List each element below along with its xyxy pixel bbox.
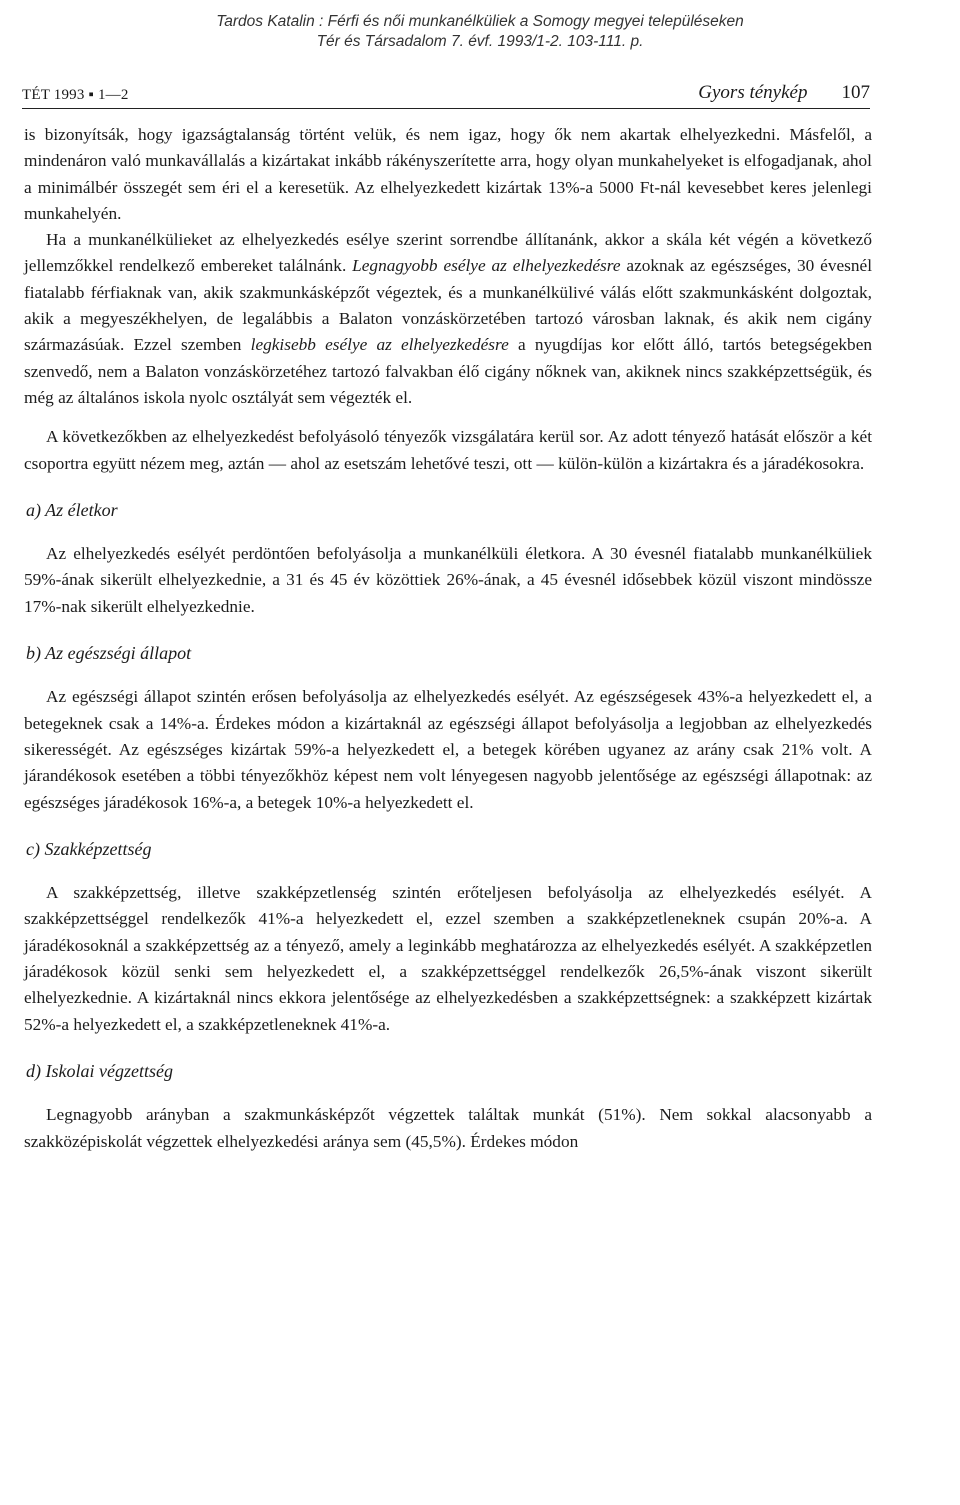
paragraph: is bizonyítsák, hogy igazságtalanság történt velük, és nem igaz, hogy ők nem akartak elhelyezkedni. Másfelől, a mindenáron való munkavállalás a kizártakat inkább rákényszerítette arra, hogy olyan munkahelyeket is elfogadjanak, ahol a minimálbér összegét sem éri el a keresetük. Az elhelyezkedett kizártak 13%-a 5000 Ft-nál kevesebbet keres jelenlegi munkahelyén. — [24, 125, 872, 223]
running-head-right — [698, 82, 870, 104]
article-body — [24, 122, 872, 1155]
paragraph: Az elhelyezkedés esélyét perdöntően befolyásolja a munkanélküli életkora. A 30 évesnél fiatalabb munkanélküliek 59%-ának sikerült elhelyezkednie, a 31 és 45 év közöttiek 26%-ának, a 45 évesnél idősebbek közül viszont mindössze 17%-nak sikerült elhelyezkednie. — [24, 544, 872, 616]
paragraph: A szakképzettség, illetve szakképzetlenség szintén erőteljesen befolyásolja az elhelyezkedés esélyét. A szakképzettséggel rendelkezők 41%-a helyezkedett el, ezzel szemben a szakképzetleneknek csupán 20%-a. A járadékosoknál a szakképzettség az a tényező, amely a leginkább meghatározza az elhelyezkedés esélyét. A szakképzetlen járadékosok közül senki sem helyezkedett el, a szakképzettséggel rendelkezők 26,5%-ának viszont sikerült elhelyezkednie. A kizártaknál nincs ekkora jelentősége az elhelyezkedésben a szakképzettségnek: a szakképzett kizártak 52%-a helyezkedett el, a szakképzetleneknek 41%-a. — [24, 883, 872, 1034]
emphasis: legkisebb esélye az elhelyezkedésre — [250, 335, 509, 355]
section-title: Gyors ténykép — [698, 82, 808, 103]
section-heading: c) Szakképzettség — [26, 838, 152, 859]
section-heading: a) Az életkor — [26, 499, 118, 520]
paragraph: A következőkben az elhelyezkedést befolyásoló tényezők vizsgálatára kerül sor. Az adott tényező hatását először a két csoportra együtt nézem meg, aztán — ahol az esetszám lehetővé teszi, ott — külön-külön a kizártakra és a járadékosokra. — [24, 427, 872, 473]
citation-header — [0, 12, 960, 52]
text-run: azoknak az egészséges, 30 évesnél fiatalabb férfiaknak van, akik szakmunkásképzőt végeztek, és a munkanélkülivé válás előtt szakmunkásként dolgoztak, akik a megyeszékhelyen, de legalábbis a Balaton vonzáskörzetében tartozó városban laknak, és akik nem cigány származásúak. Ezzel szemben — [24, 256, 873, 355]
citation-line-2: Tér és Társadalom 7. évf. 1993/1-2. 103-111. p. — [316, 33, 644, 50]
paragraph: Legnagyobb arányban a szakmunkásképzőt végzettek találtak munkát (51%). Nem sokkal alacsonyabb a szakközépiskolát végzettek elhelyezkedési aránya sem (45,5%). Érdekes módon — [24, 1105, 872, 1151]
journal-issue: TÉT 1993 ▪ 1—2 — [22, 87, 129, 103]
paragraph — [24, 227, 872, 411]
page-number: 107 — [841, 82, 870, 103]
citation-line-1: Tardos Katalin : Férfi és női munkanélküliek a Somogy megyei településeken — [216, 13, 744, 30]
emphasis: Legnagyobb esélye az elhelyezkedésre — [352, 256, 621, 276]
section-heading: d) Iskolai végzettség — [26, 1060, 173, 1081]
paragraph: Az egészségi állapot szintén erősen befolyásolja az elhelyezkedés esélyét. Az egészségesek 43%-a helyezkedett el, a betegeknek csak a 14%-a. Érdekes módon a kizártaknál az egészségi állapot befolyásolja a legjobban az elhelyezkedés sikerességét. Az egészséges kizártak 59%-a helyezkedett el, a betegek körében ugyanez az arány csak 21% volt. A járandékosok esetében a többi tényezőkhöz képest nem volt lényegesen nagyobb jelentősége az egészségi állapotnak: az egészséges járadékosok 16%-a, a betegek 10%-a helyezkedett el. — [24, 687, 872, 812]
text-run: Ha a munkanélkülieket az elhelyezkedés esélye szerint sorrendbe állítanánk, akkor a skála két végén a következő jellemzőkkel rendelkező embereket találnánk. — [24, 230, 872, 276]
running-head — [22, 80, 870, 109]
text-run: a nyugdíjas kor előtt álló, tartós betegségekben szenvedő, nem a Balaton vonzáskörzetéhez tartozó falvakban élő cigány nőknek van, akiknek nincs szakképzettségük, és még az általános iskola nyolc osztályát sem végezték el. — [24, 335, 873, 407]
section-heading: b) Az egészségi állapot — [26, 643, 192, 664]
